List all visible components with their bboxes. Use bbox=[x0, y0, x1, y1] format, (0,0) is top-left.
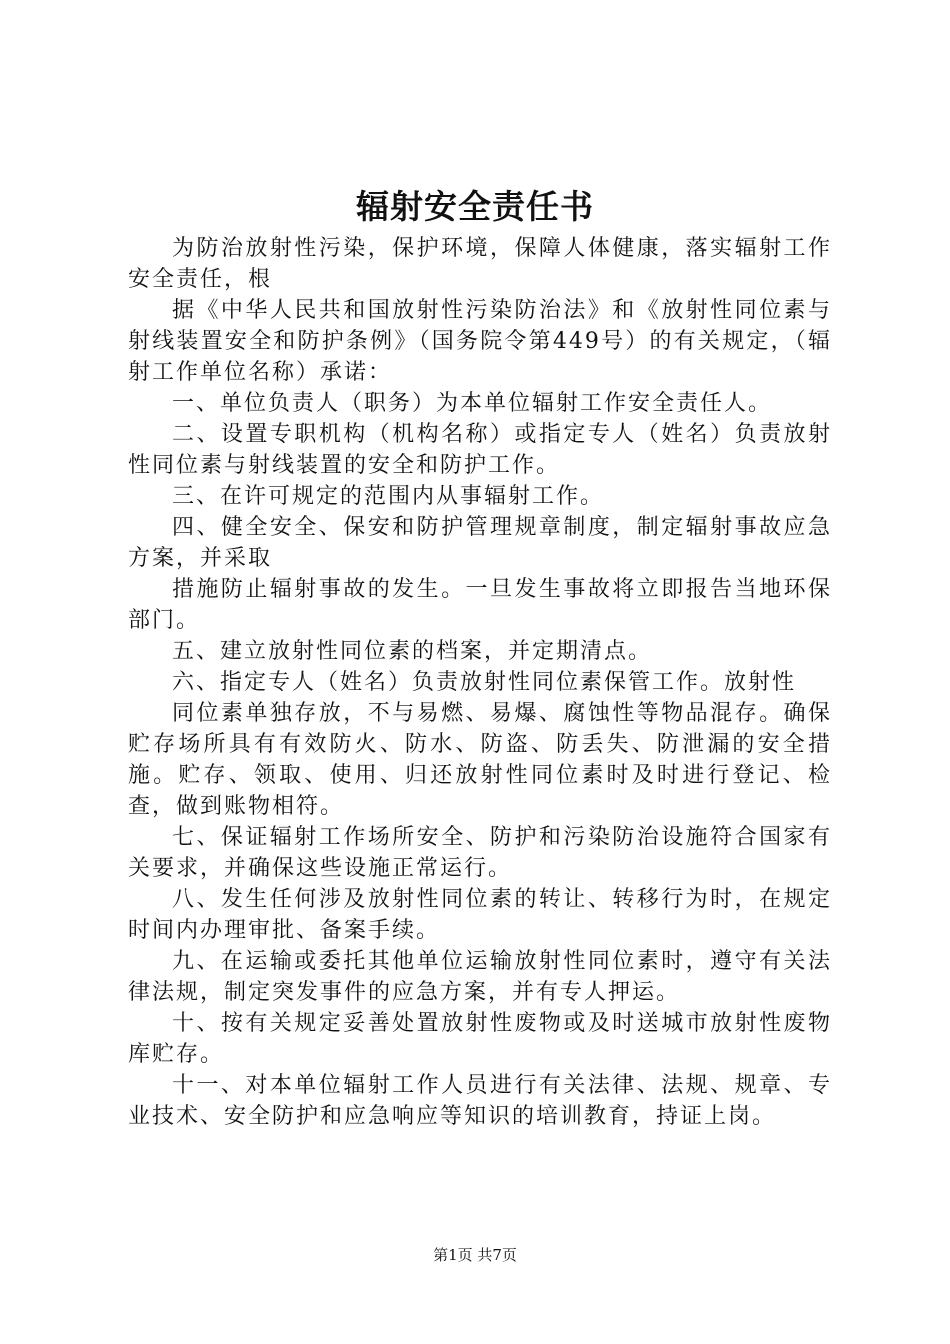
paragraph: 九、在运输或委托其他单位运输放射性同位素时，遵守有关法律法规，制定突发事件的应急方案，并有专人押运。 bbox=[128, 949, 832, 1005]
paragraph: 同位素单独存放，不与易燃、易爆、腐蚀性等物品混存。确保贮存场所具有有效防火、防水、防盗、防丢失、防泄漏的安全措施。贮存、领取、使用、归还放射性同位素时及时进行登记、检查，做到账物相符。 bbox=[128, 701, 832, 819]
paragraph: 据《中华人民共和国放射性污染防治法》和《放射性同位素与射线装置安全和防护条例》（国务院令第449号）的有关规定，（辐射工作单位名称）承诺： bbox=[128, 298, 832, 385]
paragraph: 三、在许可规定的范围内从事辐射工作。 bbox=[172, 484, 605, 509]
document-title: 辐射安全责任书 bbox=[356, 187, 594, 226]
paragraph: 七、保证辐射工作场所安全、防护和污染防治设施符合国家有关要求，并确保这些设施正常运行。 bbox=[128, 825, 832, 881]
paragraph: 十、按有关规定妥善处置放射性废物或及时送城市放射性废物库贮存。 bbox=[128, 1011, 832, 1067]
paragraph: 一、单位负责人（职务）为本单位辐射工作安全责任人。 bbox=[172, 391, 773, 416]
document-body bbox=[128, 233, 832, 1132]
page-number: 第1页 共7页 bbox=[433, 1246, 517, 1264]
paragraph: 措施防止辐射事故的发生。一旦发生事故将立即报告当地环保部门。 bbox=[128, 577, 832, 633]
paragraph: 四、健全安全、保安和防护管理规章制度，制定辐射事故应急方案，并采取 bbox=[128, 515, 832, 571]
paragraph: 二、设置专职机构（机构名称）或指定专人（姓名）负责放射性同位素与射线装置的安全和防护工作。 bbox=[128, 422, 832, 478]
page-footer bbox=[0, 1245, 950, 1265]
paragraph: 八、发生任何涉及放射性同位素的转让、转移行为时，在规定时间内办理审批、备案手续。 bbox=[128, 887, 832, 943]
paragraph: 为防治放射性污染，保护环境，保障人体健康，落实辐射工作安全责任，根 bbox=[128, 236, 832, 292]
paragraph: 六、指定专人（姓名）负责放射性同位素保管工作。放射性 bbox=[172, 670, 797, 695]
paragraph: 五、建立放射性同位素的档案，并定期清点。 bbox=[172, 639, 653, 664]
paragraph: 十一、对本单位辐射工作人员进行有关法律、法规、规章、专业技术、安全防护和应急响应等知识的培训教育，持证上岗。 bbox=[128, 1073, 832, 1129]
